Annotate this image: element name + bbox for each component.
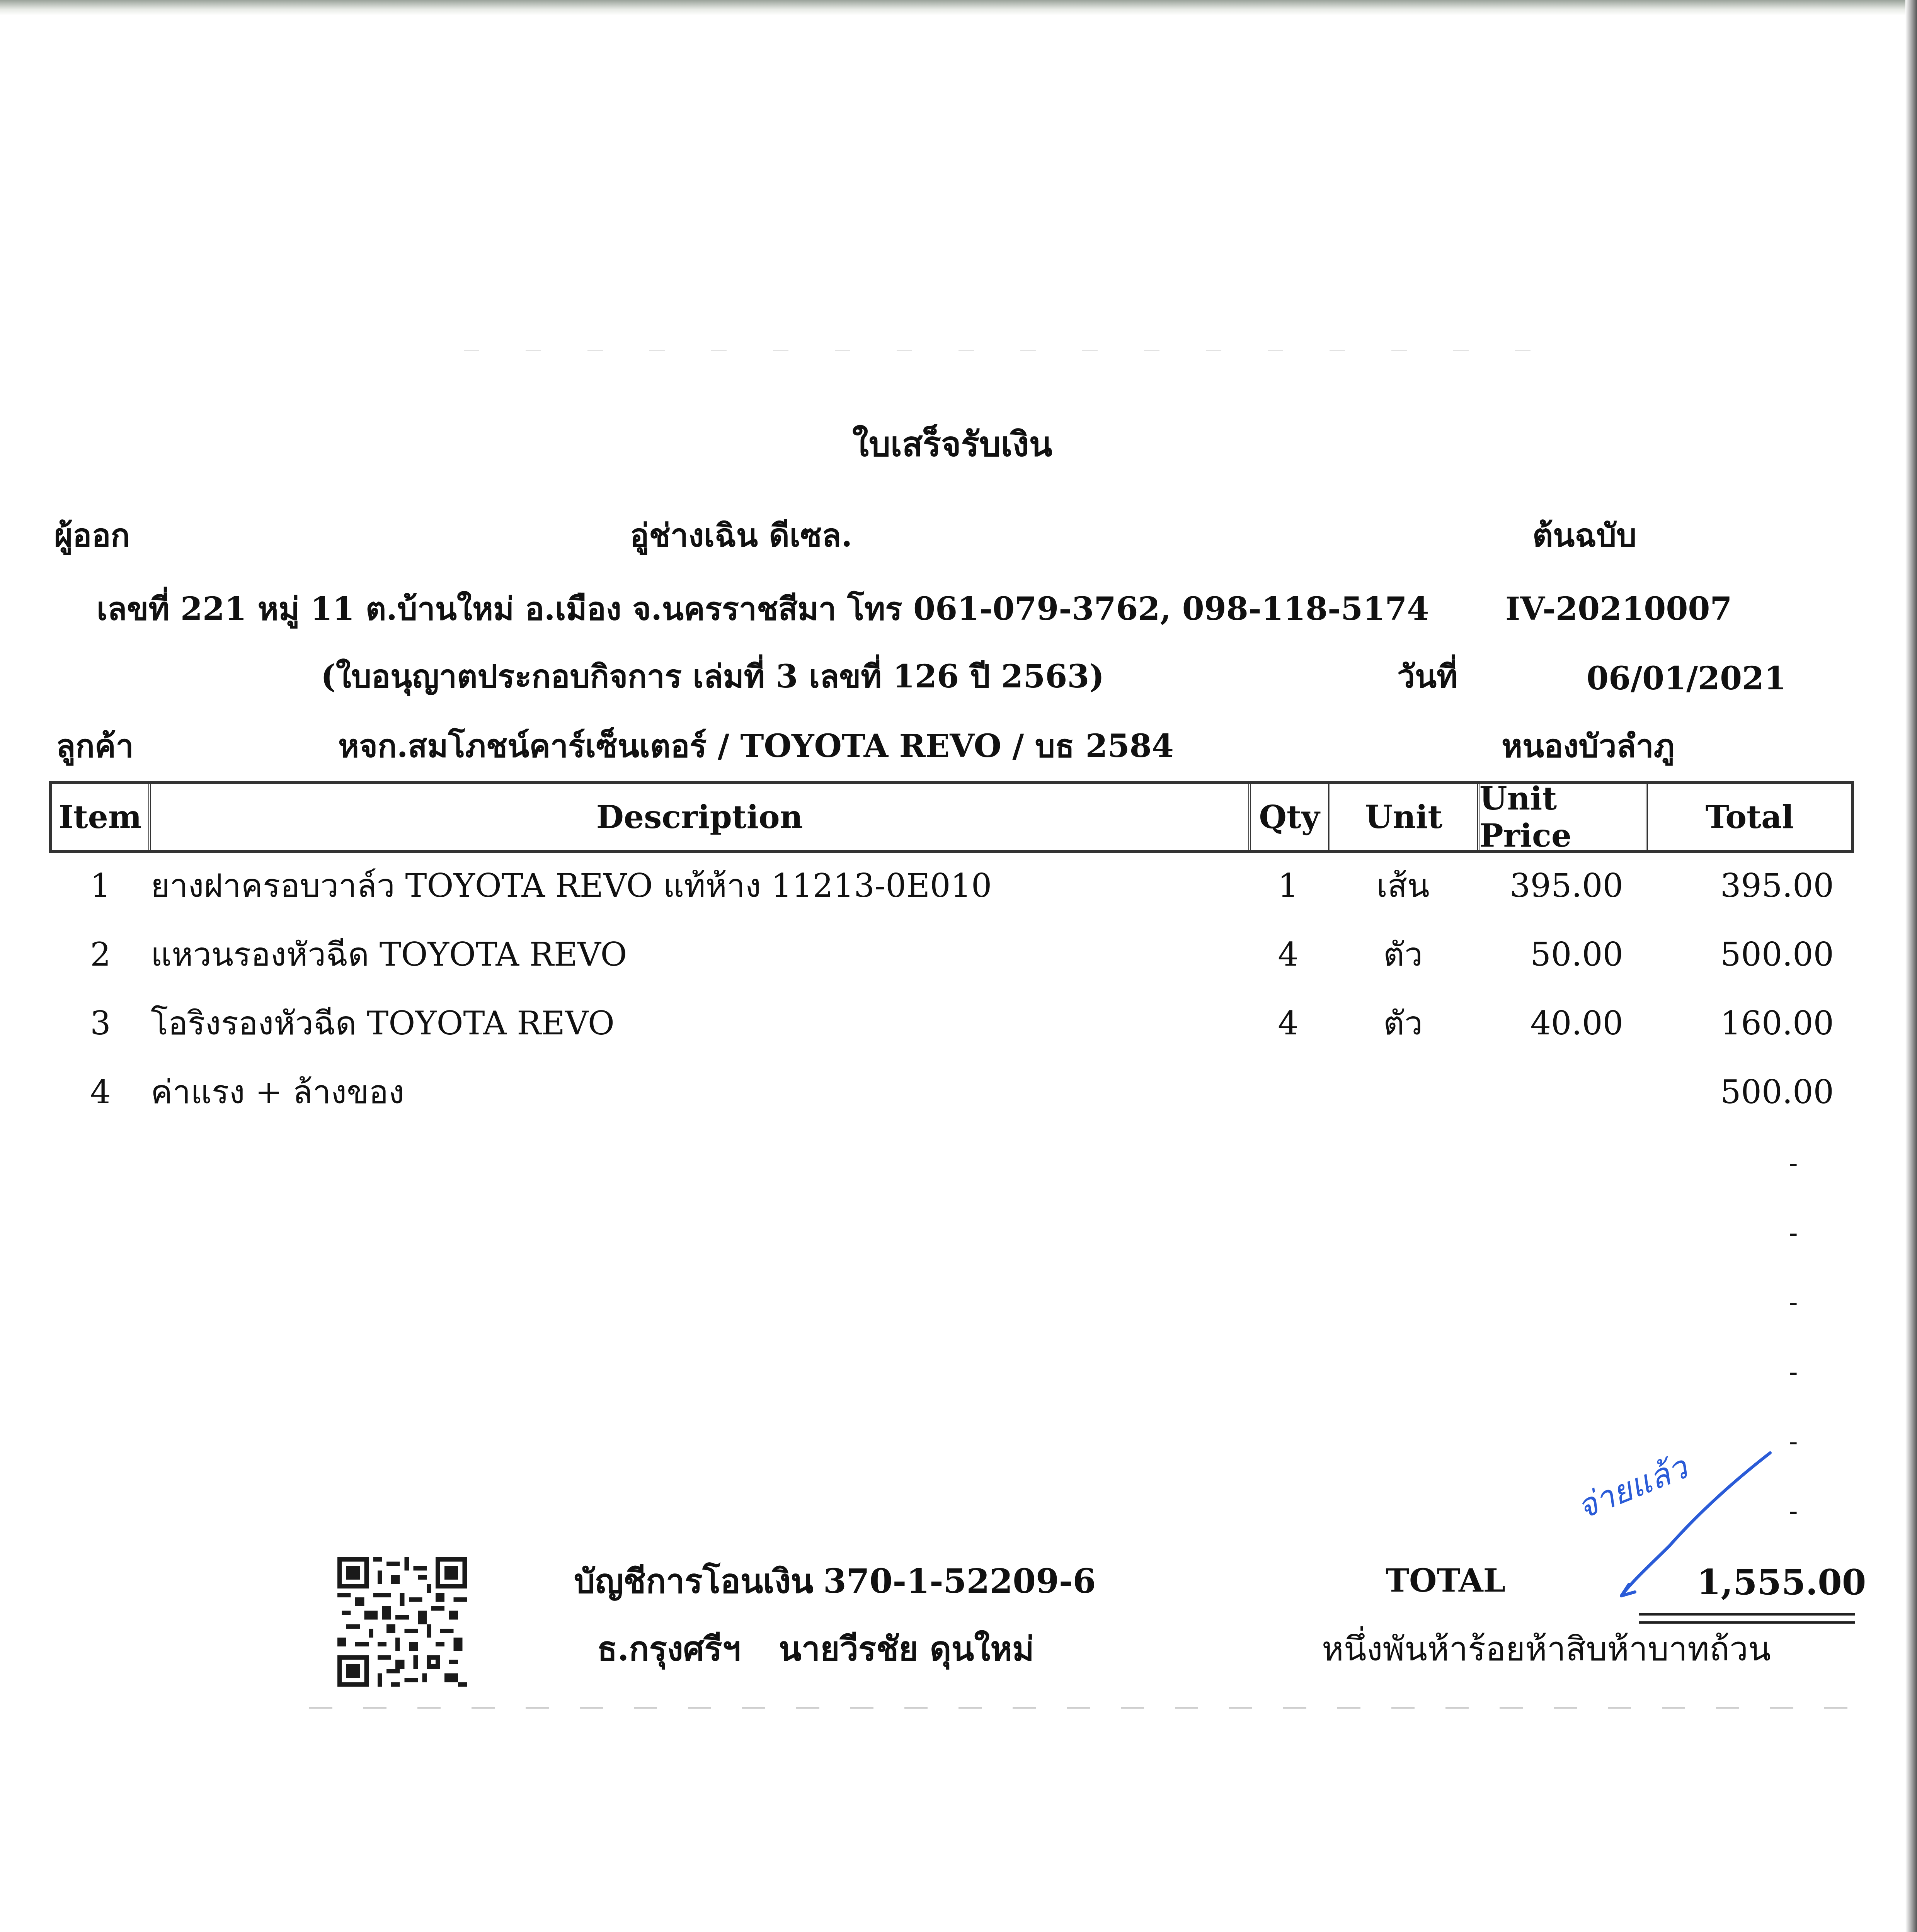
copy-label: ต้นฉบับ <box>1532 517 1637 554</box>
document-title: ใบเสร็จรับเงิน <box>852 424 1052 464</box>
scan-artifact-line <box>464 350 1546 351</box>
header-description: Description <box>596 798 803 836</box>
row-item: 3 <box>90 1004 111 1042</box>
table-row <box>0 1004 1917 1049</box>
header-item: Item <box>58 798 142 836</box>
issuer-name: อู่ช่างเฉิน ดีเซล. <box>630 517 853 554</box>
empty-row-dash: - <box>1789 1495 1798 1527</box>
row-item: 4 <box>90 1073 111 1111</box>
table-row <box>0 869 1917 912</box>
empty-row-dash: - <box>1789 1425 1798 1457</box>
row-total: 160.00 <box>1720 1004 1834 1042</box>
account-holder: นายวีรชัย ดุนใหม่ <box>779 1629 1034 1668</box>
row-total: 500.00 <box>1720 935 1834 973</box>
scan-edge-top <box>0 0 1917 15</box>
row-unit-price: 395.00 <box>1510 867 1623 905</box>
header-total: Total <box>1705 798 1794 836</box>
row-unit: เส้น <box>1376 867 1430 905</box>
empty-row-dash: - <box>1789 1356 1798 1388</box>
scan-artifact-line <box>309 1707 1855 1709</box>
table-row <box>0 935 1917 981</box>
header-unit-price: Unit Price <box>1479 780 1572 854</box>
row-description: ค่าแรง + ล้างของ <box>151 1073 404 1111</box>
row-item: 1 <box>90 867 111 905</box>
empty-row-dash: - <box>1789 1286 1798 1318</box>
customer-name: หจก.สมโภชน์คาร์เซ็นเตอร์ / TOYOTA REVO / บธ 2584 <box>338 728 1174 765</box>
row-description: แหวนรองหัวฉีด TOYOTA REVO <box>151 935 627 973</box>
total-in-words: หนึ่งพันห้าร้อยห้าสิบห้าบาทถ้วน <box>1322 1630 1771 1668</box>
empty-row-dash: - <box>1789 1217 1798 1248</box>
bank-account-number: 370-1-52209-6 <box>823 1562 1096 1601</box>
row-item: 2 <box>90 935 111 973</box>
invoice-date: 06/01/2021 <box>1587 660 1786 697</box>
total-value: 1,555.00 <box>1697 1562 1866 1603</box>
customer-location: หนองบัวลำภู <box>1502 728 1675 765</box>
row-total: 395.00 <box>1720 867 1834 905</box>
table-header <box>49 781 1854 853</box>
bank-account-label: บัญชีการโอนเงิน <box>574 1562 814 1601</box>
issuer-address: เลขที่ 221 หมู่ 11 ต.บ้านใหม่ อ.เมือง จ.นครราชสีมา โทร 061-079-3762, 098-118-5174 <box>97 590 1429 628</box>
row-total: 500.00 <box>1720 1073 1834 1111</box>
row-qty: 1 <box>1278 867 1299 905</box>
date-label: วันที่ <box>1397 658 1458 695</box>
header-unit: Unit <box>1365 798 1443 836</box>
row-unit-price: 40.00 <box>1530 1004 1623 1042</box>
total-label: TOTAL <box>1386 1562 1506 1599</box>
table-row <box>0 1073 1917 1118</box>
row-unit-price: 50.00 <box>1530 935 1623 973</box>
row-unit: ตัว <box>1383 935 1423 973</box>
row-qty: 4 <box>1278 1004 1299 1042</box>
issuer-license: (ใบอนุญาตประกอบกิจการ เล่มที่ 3 เลขที่ 126 ปี 2563) <box>321 658 1105 695</box>
bank-name: ธ.กรุงศรีฯ <box>597 1629 741 1668</box>
row-description: โอริงรองหัวฉีด TOYOTA REVO <box>151 1004 615 1042</box>
row-qty: 4 <box>1278 935 1299 973</box>
row-description: ยางฝาครอบวาล์ว TOYOTA REVO แท้ห้าง 11213-0E010 <box>151 867 992 905</box>
header-qty: Qty <box>1259 798 1320 836</box>
issuer-label: ผู้ออก <box>54 517 130 554</box>
qr-code-icon <box>335 1557 469 1687</box>
handwritten-note: จ่ายแล้ว <box>1571 1448 1693 1527</box>
invoice-number: IV-20210007 <box>1505 590 1732 628</box>
empty-row-dash: - <box>1789 1147 1798 1179</box>
row-unit: ตัว <box>1383 1004 1423 1042</box>
customer-label: ลูกค้า <box>56 728 134 765</box>
